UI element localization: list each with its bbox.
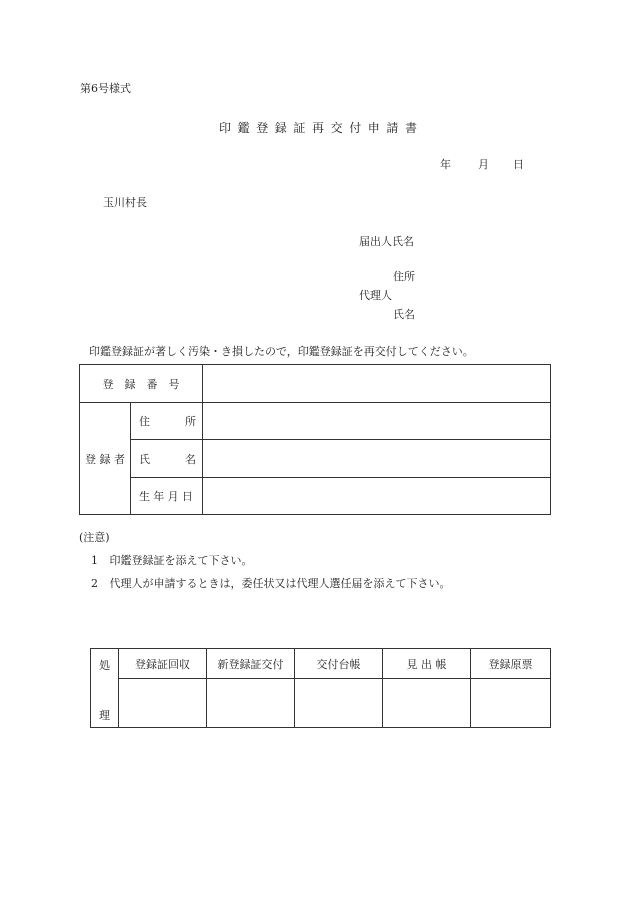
- registrant-birthdate-label-cell: [131, 478, 203, 515]
- registrant-name-field[interactable]: [203, 440, 551, 478]
- registration-number-field[interactable]: [203, 365, 551, 403]
- processing-table: [90, 648, 551, 728]
- birthdate-label: 生年月日: [139, 490, 197, 503]
- registration-number-label-cell: [80, 365, 203, 403]
- processing-label-cell: [91, 649, 119, 728]
- applicant-name-label: 届出人氏名: [359, 235, 414, 248]
- processing-stamp-cell[interactable]: [119, 679, 207, 728]
- registrant-birthdate-field[interactable]: [203, 478, 551, 515]
- name-label-char-2: 名: [185, 452, 196, 466]
- name-label-char-1: 氏: [139, 452, 150, 466]
- note-text: 印鑑登録証を添えて下さい。: [109, 554, 253, 567]
- processing-stamp-cell[interactable]: [207, 679, 295, 728]
- agent-label: 代理人: [359, 289, 392, 302]
- date-day-label: 日: [513, 158, 524, 171]
- notes-heading: (注意): [79, 531, 110, 544]
- address-label-char-2: 所: [185, 415, 196, 428]
- processing-label-top: 処: [99, 659, 110, 672]
- note-item-1: [91, 552, 253, 568]
- note-text: 代理人が申請するときは，委任状又は代理人選任届を添えて下さい。: [109, 577, 451, 590]
- registrant-label-cell: [80, 403, 131, 515]
- address-label-char-1: 住: [139, 415, 150, 428]
- date-month-label: 月: [478, 158, 489, 171]
- note-item-2: [91, 575, 451, 591]
- form-number: 第6号様式: [80, 82, 131, 95]
- agent-name-label: 氏名: [393, 308, 415, 321]
- registrant-label: 登 録 者: [85, 452, 125, 466]
- registrant-name-label-cell: [131, 440, 203, 478]
- form-title: 印鑑登録証再交付申請書: [219, 121, 424, 135]
- processing-stamp-cell[interactable]: [471, 679, 551, 728]
- registrant-address-label-cell: [131, 403, 203, 440]
- processing-stamp-cell[interactable]: [295, 679, 383, 728]
- processing-stamp-cell[interactable]: [383, 679, 471, 728]
- statement: 印鑑登録証が著しく汚染・き損したので，印鑑登録証を再交付してください。: [89, 345, 474, 358]
- registrant-address-field[interactable]: [203, 403, 551, 440]
- processing-col-header: 交付台帳: [295, 649, 383, 679]
- processing-col-header: 登録証回収: [119, 649, 207, 679]
- processing-col-header: 登録原票: [471, 649, 551, 679]
- processing-col-header: 新登録証交付: [207, 649, 295, 679]
- addressee: 玉川村長: [103, 196, 147, 209]
- note-number: 1: [91, 554, 98, 567]
- processing-label-bottom: 理: [99, 709, 110, 722]
- note-number: 2: [91, 577, 98, 590]
- processing-col-header: 見 出 帳: [383, 649, 471, 679]
- registration-number-label: 登 録 番 号: [102, 377, 180, 391]
- agent-address-label: 住所: [393, 270, 415, 283]
- registration-table: [79, 364, 551, 515]
- date-year-label: 年: [440, 158, 451, 171]
